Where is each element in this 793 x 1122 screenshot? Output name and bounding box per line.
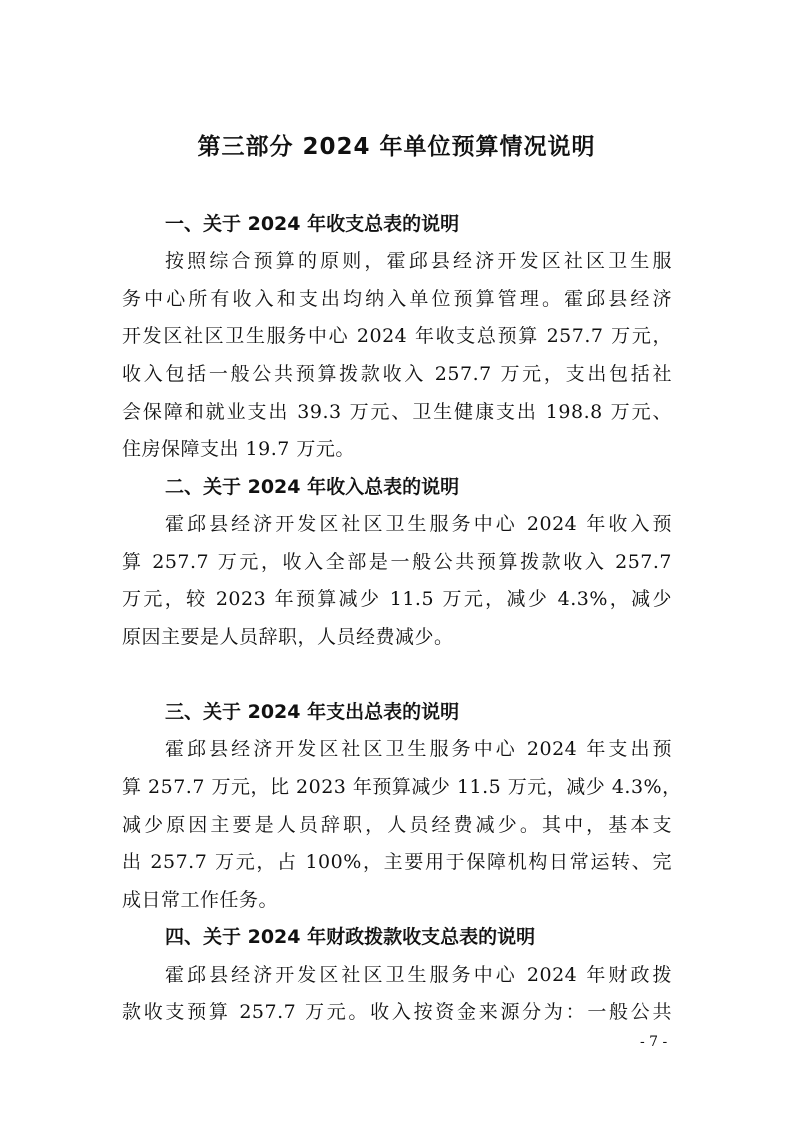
section-heading-1: 一、关于 2024 年收支总表的说明 bbox=[165, 213, 460, 235]
page-number: - 7 - bbox=[640, 1034, 668, 1050]
paragraph-line: 款收支预算 257.7 万元。收入按资金来源分为：一般公共 bbox=[122, 1001, 672, 1023]
paragraph-line: 务中心所有收入和支出均纳入单位预算管理。霍邱县经济 bbox=[122, 288, 672, 310]
paragraph-line: 算 257.7 万元，收入全部是一般公共预算拨款收入 257.7 bbox=[122, 551, 672, 573]
paragraph-line: 住房保障支出 19.7 万元。 bbox=[122, 438, 355, 460]
paragraph-line: 收入包括一般公共预算拨款收入 257.7 万元，支出包括社 bbox=[122, 363, 672, 385]
section-heading-4: 四、关于 2024 年财政拨款收支总表的说明 bbox=[165, 926, 536, 948]
paragraph-line: 成日常工作任务。 bbox=[122, 889, 279, 911]
paragraph-line: 霍邱县经济开发区社区卫生服务中心 2024 年支出预 bbox=[165, 738, 672, 760]
paragraph-line: 按照综合预算的原则，霍邱县经济开发区社区卫生服 bbox=[165, 250, 672, 272]
paragraph-line: 霍邱县经济开发区社区卫生服务中心 2024 年财政拨 bbox=[165, 964, 672, 986]
paragraph-line: 算 257.7 万元，比 2023 年预算减少 11.5 万元，减少 4.3%， bbox=[122, 776, 682, 798]
paragraph-line: 会保障和就业支出 39.3 万元、卫生健康支出 198.8 万元、 bbox=[122, 401, 672, 423]
paragraph-line: 开发区社区卫生服务中心 2024 年收支总预算 257.7 万元， bbox=[122, 325, 672, 347]
paragraph-line: 霍邱县经济开发区社区卫生服务中心 2024 年收入预 bbox=[165, 513, 672, 535]
paragraph-line: 原因主要是人员辞职，人员经费减少。 bbox=[122, 626, 454, 648]
section-heading-3: 三、关于 2024 年支出总表的说明 bbox=[165, 701, 460, 723]
paragraph-line: 万元，较 2023 年预算减少 11.5 万元，减少 4.3%，减少 bbox=[122, 588, 672, 610]
paragraph-line: 减少原因主要是人员辞职，人员经费减少。其中，基本支 bbox=[122, 814, 672, 836]
page-title: 第三部分 2024 年单位预算情况说明 bbox=[197, 134, 596, 160]
section-heading-2: 二、关于 2024 年收入总表的说明 bbox=[165, 476, 460, 498]
paragraph-line: 出 257.7 万元，占 100%，主要用于保障机构日常运转、完 bbox=[122, 851, 672, 873]
